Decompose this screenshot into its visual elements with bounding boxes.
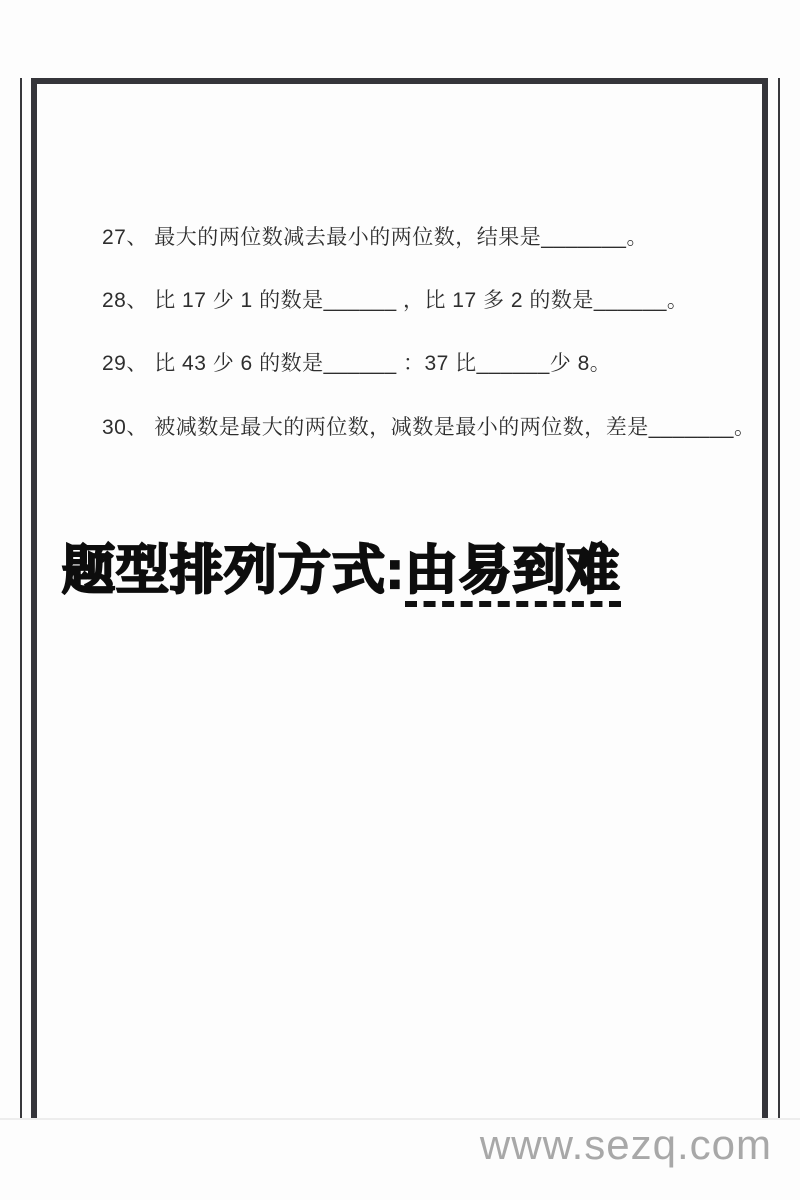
page-cut-line (0, 1118, 800, 1120)
section-heading (62, 528, 621, 604)
question-27: 27、 最大的两位数减去最小的两位数，结果是_______。 (102, 226, 648, 249)
question-28: 28、 比 17 少 1 的数是______ ，比 17 多 2 的数是______。 (102, 289, 689, 312)
watermark: www.sezq.com (479, 1121, 772, 1168)
question-29: 29、 比 43 少 6 的数是______ ：37 比______少 8。 (102, 352, 612, 375)
question-30: 30、 被减数是最大的两位数，减数是最小的两位数，差是_______。 (102, 416, 756, 439)
outer-rule-left (20, 78, 22, 1120)
section-heading-prefix: 题型排列方式: (62, 541, 405, 600)
section-heading-underlined: 由易到难 (405, 541, 621, 607)
